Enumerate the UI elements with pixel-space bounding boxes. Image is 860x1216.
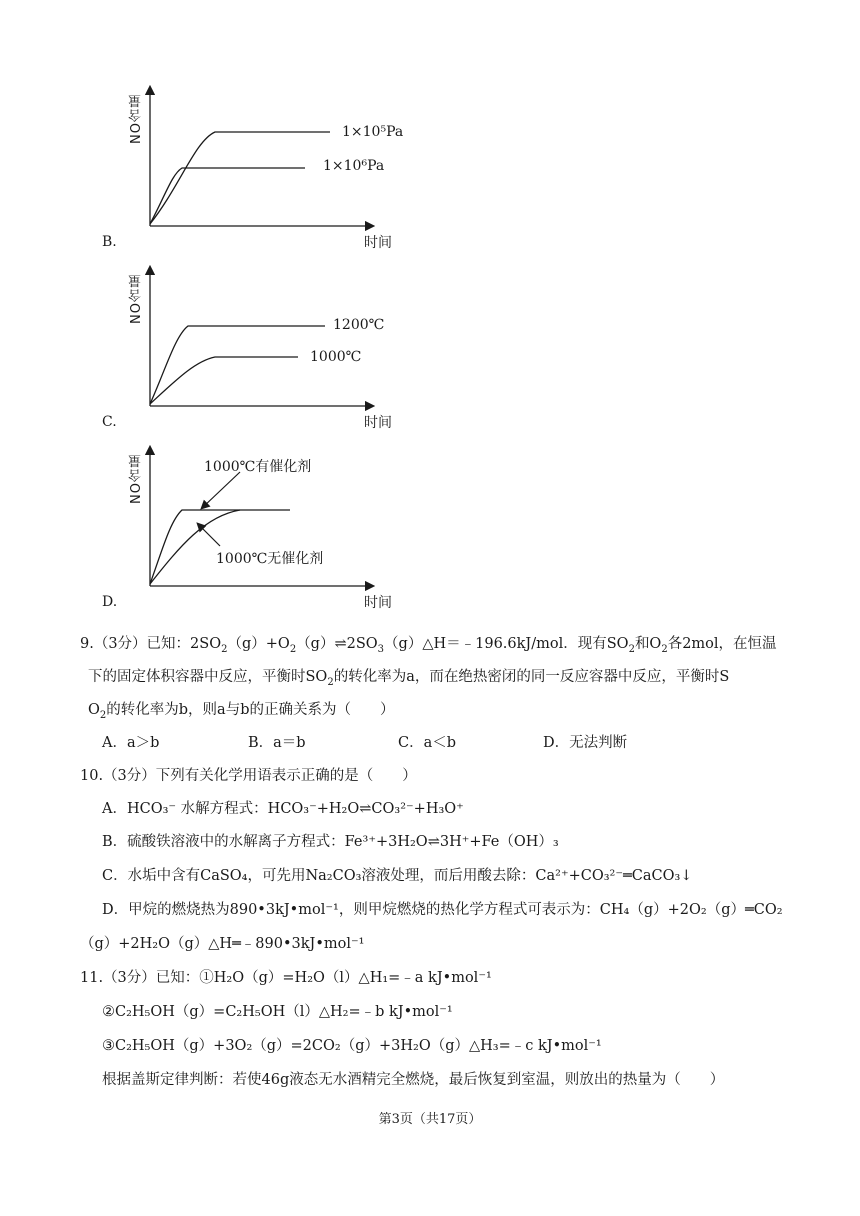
q9-text-a: 9.（3分）已知：2SO xyxy=(80,636,222,652)
q9-text-c: （g）⇌2SO xyxy=(296,636,378,652)
q10-option-d-line-2: （g）+2H₂O（g）△H═﹣890•3kJ•mol⁻¹ xyxy=(80,936,365,952)
q9-line-2: 下的固定体积容器中反应，平衡时$SO_2$的转化率为a，而在绝热密闭的同一反应容器中反应，平衡时S xyxy=(88,669,730,688)
q9-option-d[interactable]: D．无法判断 xyxy=(543,735,628,751)
graph-c-svg xyxy=(140,266,340,416)
graph-b-svg xyxy=(140,86,340,236)
q9-option-a[interactable]: A．a＞b xyxy=(102,735,160,751)
q10-option-a[interactable]: A．HCO₃⁻ 水解方程式：HCO₃⁻+H₂O⇌CO₃²⁻+H₃O⁺ xyxy=(102,801,464,817)
q9-text-f: 各2mol，在恒温 xyxy=(667,636,777,652)
graph-c xyxy=(140,266,340,416)
q10-option-b[interactable]: B．硫酸铁溶液中的水解离子方程式：Fe³⁺+3H₂O⇌3H⁺+Fe（OH）₃ xyxy=(102,834,559,850)
q9-line-3: $O_2$的转化率为b，则a与b的正确关系为（ ） xyxy=(88,702,395,721)
graph-b-ylabel: NO含量 xyxy=(129,94,144,144)
graph-b xyxy=(140,86,340,236)
graph-b-curve1-label: 1×10⁵Pa xyxy=(342,124,404,140)
q11-stem: 11.（3分）已知：①H₂O（g）=H₂O（l）△H₁=﹣a kJ•mol⁻¹ xyxy=(80,970,492,986)
q11-equation-3: ③C₂H₅OH（g）+3O₂（g）=2CO₂（g）+3H₂O（g）△H₃=﹣c kJ•mol⁻¹ xyxy=(102,1038,602,1054)
graph-d-pointer-2 xyxy=(198,524,220,546)
option-c-letter: C. xyxy=(102,414,117,430)
graph-d-pointer-1 xyxy=(202,472,240,508)
q9-text-g: 下的固定体积容器中反应，平衡时SO xyxy=(88,669,328,685)
q9-text-e: 和O xyxy=(634,636,662,652)
page-footer: 第3页（共17页） xyxy=(378,1112,482,1127)
graph-d-ylabel: NO含量 xyxy=(129,454,144,504)
q9-text-d: （g）△H＝﹣196.6kJ/mol．现有SO xyxy=(384,636,629,652)
q11-question: 根据盖斯定律判断：若使46g液态无水酒精完全燃烧，最后恢复到室温，则放出的热量为（ ） xyxy=(102,1072,725,1088)
q9-option-c[interactable]: C．a＜b xyxy=(398,735,457,751)
graph-d-curve1-label: 1000℃有催化剂 xyxy=(204,459,312,475)
graph-d-xlabel: 时间 xyxy=(364,595,392,611)
q11-equation-2: ②C₂H₅OH（g）=C₂H₅OH（l）△H₂=﹣b kJ•mol⁻¹ xyxy=(102,1004,453,1020)
graph-c-curve2-label: 1000℃ xyxy=(310,349,362,365)
q9-text-b: （g）+O xyxy=(227,636,290,652)
q9-text-i: O xyxy=(88,702,100,718)
graph-c-xlabel: 时间 xyxy=(364,415,392,431)
graph-c-curve-2 xyxy=(150,357,298,404)
q9-text-h: 的转化率为a，而在绝热密闭的同一反应容器中反应，平衡时S xyxy=(333,669,730,685)
graph-d-curve2-label: 1000℃无催化剂 xyxy=(216,551,324,567)
graph-c-ylabel: NO含量 xyxy=(129,274,144,324)
graph-c-curve1-label: 1200℃ xyxy=(333,317,385,333)
q9-text-j: 的转化率为b，则a与b的正确关系为（ ） xyxy=(106,702,395,718)
graph-b-curve-2 xyxy=(150,168,305,224)
option-d-letter: D. xyxy=(102,594,118,610)
q10-option-c[interactable]: C．水垢中含有CaSO₄，可先用Na₂CO₃溶液处理，而后用酸去除：Ca²⁺+CO₃²⁻═CaCO₃↓ xyxy=(102,868,693,884)
q9-line-1: 9.（3分）已知：$2SO_2(g)+O_2(g)\rightleftharpoons 2SO_3(g)\triangle H=﹣196.6kJ$/mol．现有$SO_2$和$O_2$各2mol，在恒温 xyxy=(80,636,777,655)
graph-b-curve2-label: 1×10⁶Pa xyxy=(323,158,385,174)
graph-c-curve-1 xyxy=(150,326,325,404)
graph-b-curve-1 xyxy=(150,132,330,224)
option-b-letter: B. xyxy=(102,234,117,250)
q10-stem: 10.（3分）下列有关化学用语表示正确的是（ ） xyxy=(80,768,417,784)
graph-d-curve-1 xyxy=(150,510,290,584)
graph-b-xlabel: 时间 xyxy=(364,235,392,251)
q10-option-d-line-1[interactable]: D．甲烷的燃烧热为890•3kJ•mol⁻¹，则甲烷燃烧的热化学方程式可表示为：CH₄（g）+2O₂（g）═CO₂ xyxy=(102,902,783,918)
q9-option-b[interactable]: B．a＝b xyxy=(248,735,306,751)
